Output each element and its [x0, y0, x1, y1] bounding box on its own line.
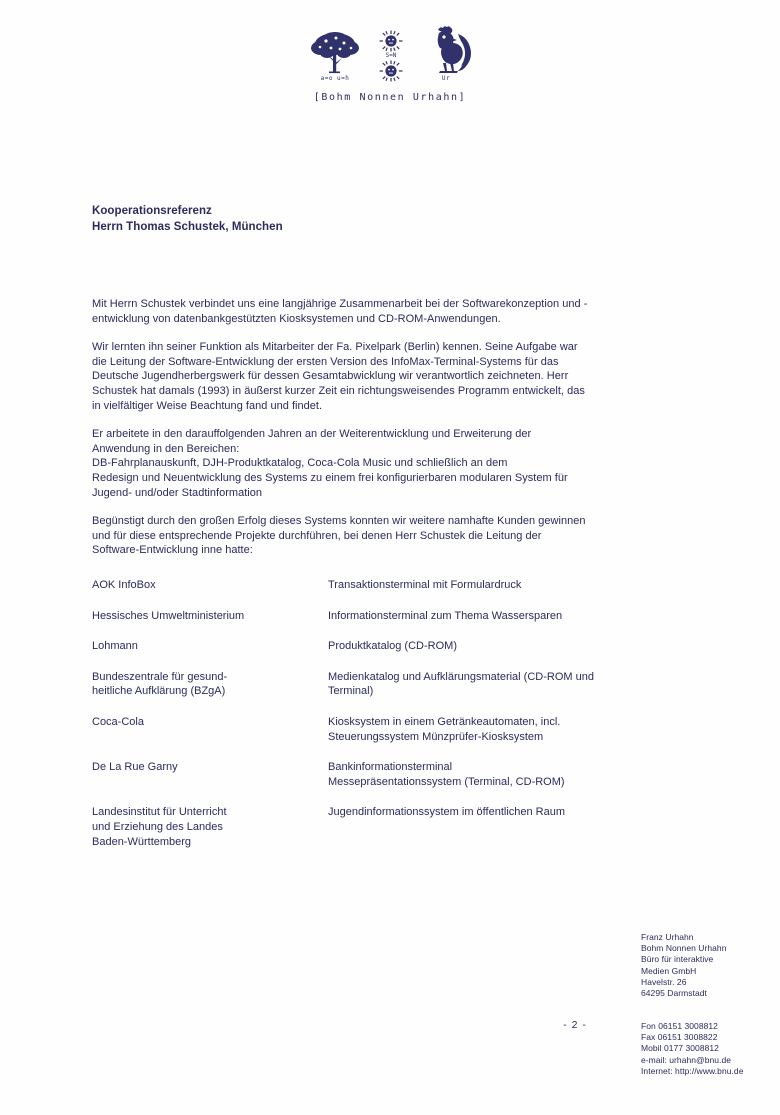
- reference-description: [328, 715, 702, 744]
- reference-description: [328, 609, 702, 624]
- contact-city: 64295 Darmstadt: [641, 988, 707, 999]
- text-line: Begünstigt durch den großen Erfolg dieses Systems konnten wir weitere namhafte Kunden gewinnen: [92, 515, 586, 528]
- reference-description: [328, 639, 702, 654]
- reference-client: [92, 715, 328, 744]
- text-line: entwicklung von datenbankgestützten Kiosksystemen und CD-ROM-Anwendungen.: [92, 312, 501, 325]
- client-line: Lohmann: [92, 640, 138, 653]
- sun-icon-upper: [378, 30, 404, 52]
- client-line: De La Rue Garny: [92, 761, 178, 774]
- contact-company: Bohm Nonnen Urhahn: [641, 943, 727, 954]
- text-line: Wir lernten ihn seiner Funktion als Mitarbeiter der Fa. Pixelpark (Berlin) kennen. Seine Aufgabe war: [92, 341, 578, 354]
- client-line: Hessisches Umweltministerium: [92, 609, 245, 622]
- footer-contact-block: [641, 932, 726, 999]
- table-row: [92, 760, 702, 789]
- text-line: und für diese entsprechende Projekte durchführen, bei denen Herr Schustek die Leitung der: [92, 529, 542, 542]
- reference-client: [92, 639, 328, 654]
- client-line: Landesinstitut für Unterricht: [92, 806, 227, 819]
- contact-phone: Fon 06151 3008812: [641, 1021, 718, 1031]
- reference-client: [92, 578, 328, 593]
- reference-description: [328, 578, 702, 593]
- text-line: Software-Entwicklung inne hatte:: [92, 544, 253, 557]
- text-line: in vielfältiger Weise Beachtung fand und findet.: [92, 399, 323, 412]
- description-line: Steuerungssystem Münzprüfer-Kiosksystem: [328, 730, 544, 743]
- paragraph-intro: [92, 297, 692, 326]
- title-line-2: Herrn Thomas Schustek, München: [92, 221, 283, 233]
- paragraph-clients-intro: [92, 514, 692, 558]
- client-line: AOK InfoBox: [92, 579, 156, 591]
- description-line: Jugendinformationssystem im öffentlichen Raum: [328, 806, 566, 819]
- paragraph-further-work: [92, 427, 692, 500]
- reference-list: [92, 578, 702, 865]
- rooster-caption: Ur: [441, 75, 451, 82]
- reference-client: [92, 760, 328, 789]
- text-line: DB-Fahrplanauskunft, DJH-Produktkatalog, Coca-Cola Music und schließlich an dem: [92, 457, 508, 470]
- tree-icon: [306, 30, 364, 74]
- tree-mark: [306, 30, 364, 82]
- suns-mark: [378, 30, 404, 82]
- description-line: Produktkatalog (CD-ROM): [328, 640, 457, 653]
- letter-body: [92, 286, 692, 572]
- table-row: [92, 670, 702, 699]
- client-line: Coca-Cola: [92, 715, 144, 728]
- title-line-1: Kooperationsreferenz: [92, 205, 212, 217]
- rooster-mark: [418, 24, 474, 82]
- description-line: Terminal): [328, 685, 374, 698]
- client-line: heitliche Aufklärung (BZgA): [92, 685, 226, 698]
- description-line: Transaktionsterminal mit Formulardruck: [328, 579, 522, 591]
- text-line: Jugend- und/oder Stadtinformation: [92, 486, 263, 499]
- client-line: und Erziehung des Landes: [92, 820, 223, 833]
- footer-comms-block: [641, 1021, 743, 1077]
- description-line: Informationsterminal zum Thema Wassersparen: [328, 609, 563, 622]
- reference-client: [92, 670, 328, 699]
- text-line: Deutsche Jugendherbergswerk für dessen Gesamtabwicklung wir verantwortlich zeichneten. Herr: [92, 370, 569, 383]
- client-line: Bundeszentrale für gesund-: [92, 670, 228, 683]
- description-line: Messepräsentationssystem (Terminal, CD-ROM): [328, 775, 565, 788]
- reference-description: [328, 805, 702, 849]
- contact-email[interactable]: e-mail: urhahn@bnu.de: [641, 1054, 732, 1065]
- contact-mobile: Mobil 0177 3008812: [641, 1043, 719, 1054]
- contact-company-sub: Büro für interaktive: [641, 954, 714, 965]
- contact-name: Franz Urhahn: [641, 932, 694, 942]
- page-number: - 2 -: [563, 1019, 587, 1031]
- sun-icon-lower: [378, 60, 404, 82]
- text-line: Schustek hat damals (1993) in äußerst kurzer Zeit ein richtungsweisendes Programm entwickelt, das: [92, 384, 585, 397]
- description-line: Medienkatalog und Aufklärungsmaterial (CD-ROM und: [328, 670, 594, 683]
- reference-description: [328, 670, 702, 699]
- contact-company-legal: Medien GmbH: [641, 965, 697, 976]
- letterhead: [0, 26, 780, 103]
- text-line: Er arbeitete in den darauffolgenden Jahren an der Weiterentwicklung und Erweiterung der: [92, 428, 532, 441]
- logo-marks: [306, 26, 474, 82]
- page-title: [92, 203, 283, 235]
- text-line: Mit Herrn Schustek verbindet uns eine langjährige Zusammenarbeit bei der Softwarekonzeption und -: [92, 298, 588, 310]
- table-row: [92, 715, 702, 744]
- contact-website[interactable]: Internet: http://www.bnu.de: [641, 1065, 744, 1076]
- paragraph-background: [92, 340, 692, 413]
- text-line: Redesign und Neuentwicklung des Systems zu einem frei konfigurierbaren modularen System für: [92, 471, 568, 484]
- table-row: [92, 805, 702, 849]
- reference-client: [92, 609, 328, 624]
- table-row: [92, 578, 702, 593]
- table-row: [92, 639, 702, 654]
- text-line: Anwendung in den Bereichen:: [92, 442, 240, 455]
- rooster-icon: [418, 24, 474, 74]
- reference-description: [328, 760, 702, 789]
- client-line: Baden-Württemberg: [92, 835, 192, 848]
- description-line: Kiosksystem in einem Getränkeautomaten, incl.: [328, 715, 561, 728]
- company-wordmark: [Bohm Nonnen Urhahn]: [313, 92, 467, 103]
- table-row: [92, 609, 702, 624]
- sun-equation-label: S=N: [385, 52, 397, 59]
- description-line: Bankinformationsterminal: [328, 761, 453, 774]
- contact-street: Havelstr. 26: [641, 976, 687, 987]
- tree-caption: a=o u=h: [320, 75, 350, 82]
- contact-fax: Fax 06151 3008822: [641, 1032, 718, 1043]
- reference-client: [92, 805, 328, 849]
- text-line: die Leitung der Software-Entwicklung der ersten Version des InfoMax-Terminal-Systems für das: [92, 355, 559, 368]
